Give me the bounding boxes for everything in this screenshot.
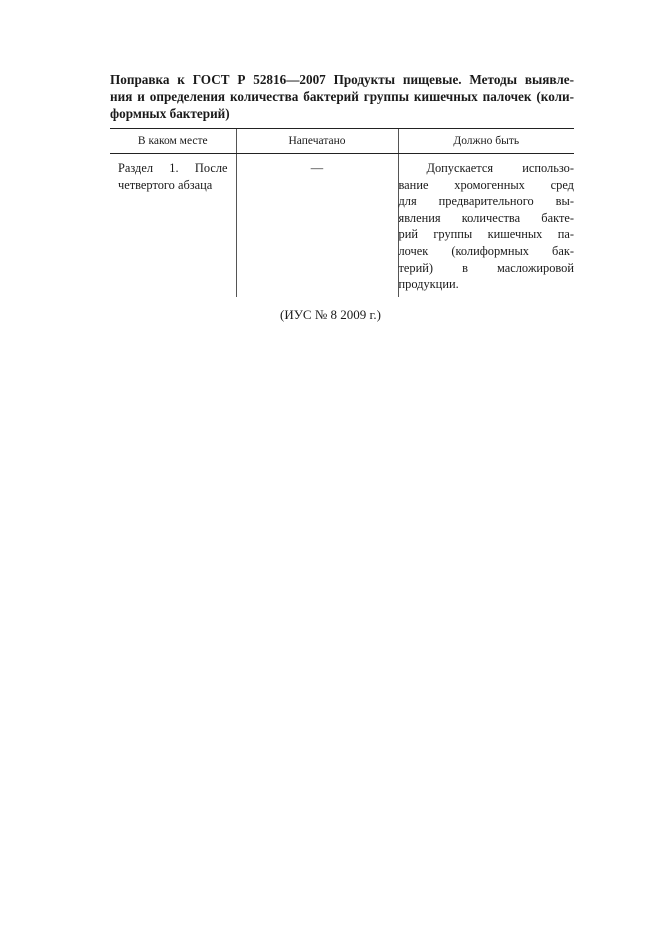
header-printed: Напечатано xyxy=(236,129,398,154)
amendment-title xyxy=(110,71,574,122)
should-line-1: Допускается использо- xyxy=(426,161,574,175)
should-line-7: терий) в масложировой xyxy=(398,260,574,275)
correction-table xyxy=(110,128,574,297)
cell-printed: — xyxy=(236,154,398,297)
where-line-1: Раздел 1. После xyxy=(118,161,228,175)
header-should-be: Должно быть xyxy=(398,129,574,154)
should-line-4: явления количества бакте- xyxy=(398,210,574,225)
table-header-row xyxy=(110,129,574,154)
cell-should-be xyxy=(398,154,574,297)
should-line-2: вание хромогенных сред xyxy=(398,177,574,192)
should-line-3: для предварительного вы- xyxy=(398,194,574,209)
table-row xyxy=(110,154,574,297)
title-line-1: Поправка к ГОСТ Р 52816—2007 Продукты пищевые. Методы выявле- xyxy=(110,72,574,87)
title-line-2: ния и определения количества бактерий группы кишечных палочек (коли- xyxy=(110,89,574,104)
title-line-3: формных бактерий) xyxy=(110,106,230,121)
source-footnote: (ИУС № 8 2009 г.) xyxy=(280,307,381,322)
should-line-8: продукции. xyxy=(398,277,459,292)
header-where: В каком месте xyxy=(110,129,236,154)
should-line-5: рий группы кишечных па- xyxy=(398,227,574,242)
should-line-6: лочек (колиформных бак- xyxy=(398,243,574,258)
cell-where xyxy=(110,154,236,297)
where-line-2: четвертого абзаца xyxy=(118,177,213,192)
